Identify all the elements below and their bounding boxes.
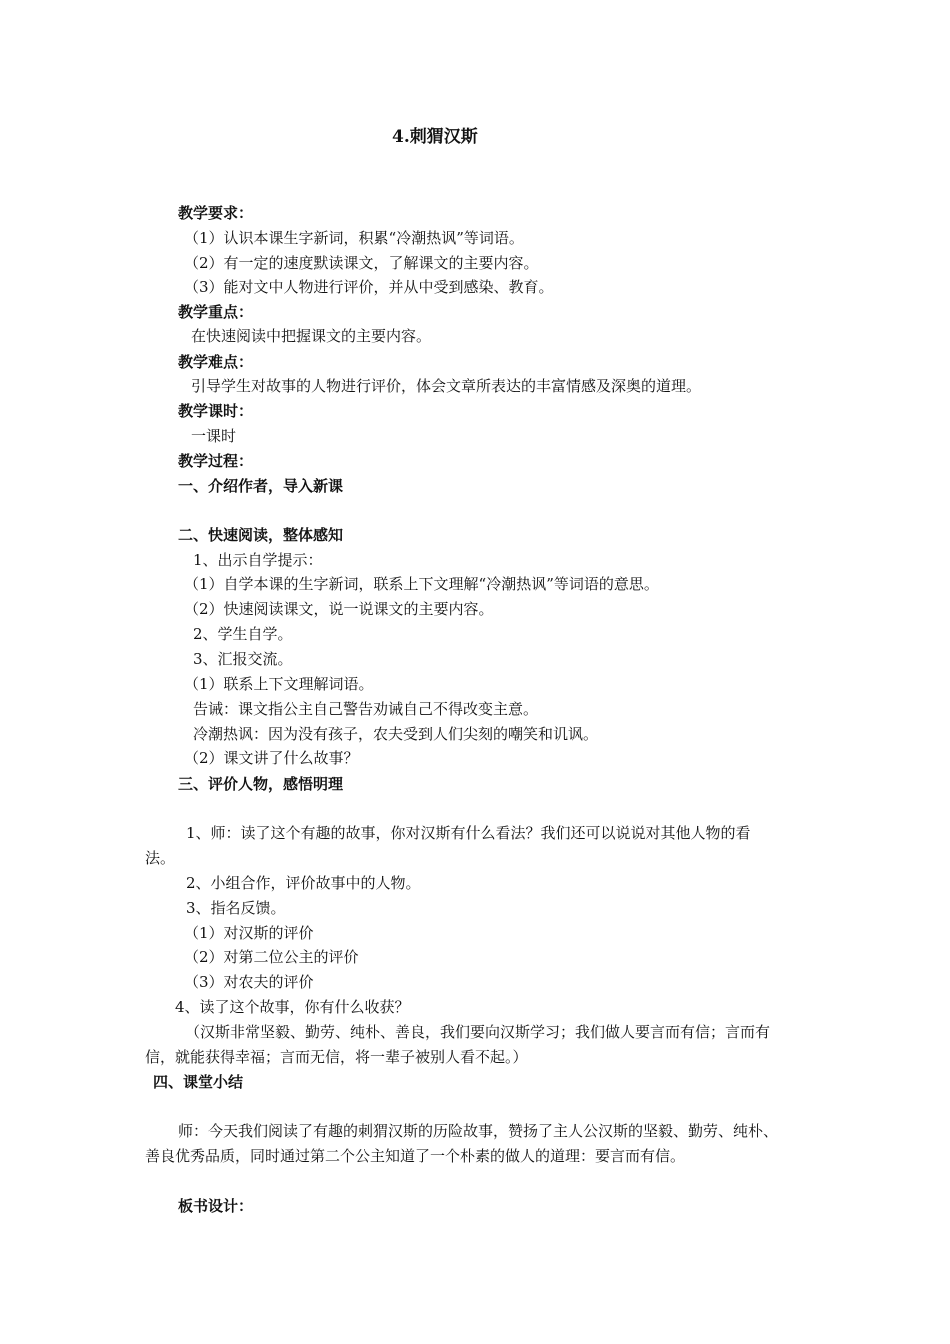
requirement-item: （1）认识本课生字新词，积累“冷潮热讽”等词语。	[184, 229, 524, 247]
process-line: （3）对农夫的评价	[184, 973, 314, 991]
process-line: 4、读了这个故事，你有什么收获？	[175, 998, 410, 1016]
process-heading: 教学过程：	[178, 452, 254, 470]
section-heading: 二、快速阅读，整体感知	[178, 526, 344, 544]
requirement-item: （3）能对文中人物进行评价，并从中受到感染、教育。	[184, 278, 554, 296]
section-heading: 三、评价人物，感悟明理	[178, 775, 344, 793]
process-line: （1）对汉斯的评价	[184, 924, 314, 942]
process-line: 3、汇报交流。	[193, 650, 293, 668]
section-heading: 一、介绍作者，导入新课	[178, 477, 344, 495]
process-line: （2）快速阅读课文，说一说课文的主要内容。	[184, 600, 494, 618]
hours-heading: 教学课时：	[178, 402, 254, 420]
process-line: （2）对第二位公主的评价	[184, 948, 359, 966]
process-line: 1、师：读了这个有趣的故事，你对汉斯有什么看法？我们还可以说说对其他人物的看	[186, 824, 751, 842]
hours-text: 一课时	[191, 427, 237, 445]
process-line: 师：今天我们阅读了有趣的刺猬汉斯的历险故事，赞扬了主人公汉斯的坚毅、勤劳、纯朴、	[178, 1122, 779, 1140]
process-line: 2、小组合作，评价故事中的人物。	[186, 874, 421, 892]
process-line: 冷潮热讽：因为没有孩子，农夫受到人们尖刻的嘲笑和讥讽。	[193, 725, 599, 743]
process-line: 1、出示自学提示：	[193, 551, 323, 569]
process-line: 2、学生自学。	[193, 625, 293, 643]
requirement-item: （2）有一定的速度默读课文，了解课文的主要内容。	[184, 254, 539, 272]
key-point-text: 在快速阅读中把握课文的主要内容。	[191, 327, 432, 345]
key-point-heading: 教学重点：	[178, 303, 254, 321]
process-line: 法。	[145, 849, 176, 867]
section-heading: 四、课堂小结	[153, 1073, 244, 1091]
page-title: 4.刺猬汉斯	[392, 127, 478, 147]
difficulty-text: 引导学生对故事的人物进行评价，体会文章所表达的丰富情感及深奥的道理。	[191, 377, 702, 395]
process-line: （1）联系上下文理解词语。	[184, 675, 374, 693]
process-line: （汉斯非常坚毅、勤劳、纯朴、善良，我们要向汉斯学习；我们做人要言而有信；言而有	[185, 1023, 771, 1041]
process-line: 信，就能获得幸福；言而无信，将一辈子被别人看不起。）	[145, 1048, 528, 1066]
process-line: （1）自学本课的生字新词，联系上下文理解“冷潮热讽”等词语的意思。	[184, 575, 659, 593]
difficulty-heading: 教学难点：	[178, 353, 254, 371]
process-line: （2）课文讲了什么故事？	[184, 749, 359, 767]
process-line: 3、指名反馈。	[186, 899, 286, 917]
process-line: 善良优秀品质，同时通过第二个公主知道了一个朴素的做人的道理：要言而有信。	[145, 1147, 686, 1165]
requirements-heading: 教学要求：	[178, 204, 254, 222]
board-design-heading: 板书设计：	[178, 1197, 254, 1215]
process-line: 告诫：课文指公主自己警告劝诫自己不得改变主意。	[193, 700, 539, 718]
